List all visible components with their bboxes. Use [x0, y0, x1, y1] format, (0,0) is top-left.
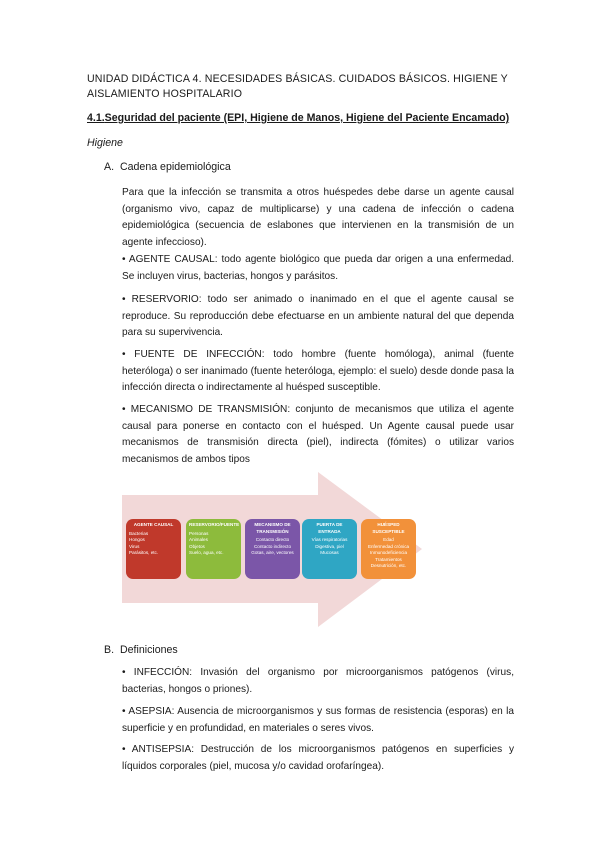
box-line: Virus	[129, 543, 140, 549]
box-line: Desnutrición, etc.	[370, 563, 407, 568]
list-title-b: Definiciones	[120, 644, 178, 656]
box-line: Hongos	[129, 537, 145, 542]
subheading: Higiene	[87, 137, 123, 149]
box-puerta-entrada	[302, 519, 357, 579]
box-agente-causal	[126, 519, 181, 579]
box-line: Suelo, agua, etc.	[189, 550, 224, 555]
box-title: PUERTA DE ENTRADA	[316, 522, 343, 534]
box-title: AGENTE CAUSAL	[133, 522, 174, 527]
list-letter-b: B.	[104, 644, 115, 656]
paragraph-antisepsia: • ANTISEPSIA: Destrucción de los microorganismos patógenos en superficies y líquidos corporales (piel, mucosa y/o cavidad orofaríngea).	[122, 744, 514, 772]
box-title: RESERVORIO/FUENTE	[189, 522, 240, 527]
box-title: MECANISMO DE TRANSMISIÓN	[254, 522, 291, 534]
paragraph-reservorio: • RESERVORIO: todo ser animado o inanimado en el que el agente causal se reproduce. Su reproducción debe efectuarse en un ambiente natural del que dependa para su supervivencia.	[122, 294, 514, 338]
paragraph-infeccion: • INFECCIÓN: Invasión del organismo por microorganismos patógenos (virus, bacterias, hongos o priones).	[122, 667, 514, 695]
box-line: Vías respiratorias	[311, 537, 348, 542]
paragraph-intro: Para que la infección se transmita a otros huéspedes debe darse un agente causal (organismo vivo, capaz de multiplicarse) y una cadena de infección o cadena epidemiológica (secuencia de eslabones que intervienen en la transmisión de un agente infeccioso).	[122, 187, 514, 248]
box-line: Contacto directo	[255, 537, 290, 542]
list-item-b	[104, 644, 178, 656]
box-huesped	[361, 519, 416, 579]
section-heading	[87, 112, 509, 124]
paragraph-asepsia: • ASEPSIA: Ausencia de microorganismos y sus formas de resistencia (esporas) en la superficie y en profundidad, en materiales o seres vivos.	[122, 706, 514, 734]
box-mecanismo	[245, 519, 300, 579]
paragraph-agente-causal: • AGENTE CAUSAL: todo agente biológico que pueda dar origen a una enfermedad. Se incluyen virus, bacterias, hongos y parásitos.	[122, 254, 514, 282]
list-letter-a: A.	[104, 161, 115, 173]
box-line: Gotas, aire, vectores	[251, 550, 294, 555]
box-line: Contacto indirecto	[253, 543, 292, 549]
box-line: Mucosas	[320, 550, 339, 555]
box-line: Edad	[383, 537, 394, 542]
box-title: HUÉSPED SUSCEPTIBLE	[372, 522, 405, 534]
box-line: Objetos	[189, 543, 205, 549]
section-title: Seguridad del paciente (EPI, Higiene de Manos, Higiene del Paciente Encamado)	[104, 112, 510, 124]
paragraph-mecanismo-transmision: • MECANISMO DE TRANSMISIÓN: conjunto de mecanismos que utiliza el agente causal para ponerse en contacto con el huésped. Un Agente causal puede usar mecanismos de transmisión directa (piel), indirecta (fómites) o utilizar varios mecanismos de ambos tipos	[122, 404, 514, 465]
unit-title: UNIDAD DIDÁCTICA 4. NECESIDADES BÁSICAS. CUIDADOS BÁSICOS. HIGIENE Y AISLAMIENTO HOSPITALARIO	[87, 73, 508, 100]
box-line: Digestiva, piel	[315, 543, 344, 549]
paragraph-fuente-infeccion: • FUENTE DE INFECCIÓN: todo hombre (fuente homóloga), animal (fuente heteróloga) o ser inanimado (fuente heteróloga, ejemplo: el suelo) desde donde pasa la infección directa o indirectamente al huésped susceptible.	[122, 349, 514, 393]
list-item-a	[104, 161, 231, 173]
list-title-a: Cadena epidemiológica	[120, 161, 231, 173]
box-line: Animales	[189, 537, 208, 542]
box-line: Personas	[189, 530, 209, 536]
box-line: Inmunodeficiencia	[369, 550, 408, 555]
box-line: Bacterias	[129, 530, 149, 536]
section-number: 4.1.	[87, 112, 105, 124]
epidemiological-chain-diagram	[122, 472, 422, 627]
box-line: Tratamientos	[375, 556, 402, 562]
box-line: Parásitos, etc.	[129, 550, 159, 555]
box-line: Enfermedad crónica	[367, 543, 410, 549]
box-reservorio	[186, 519, 241, 579]
